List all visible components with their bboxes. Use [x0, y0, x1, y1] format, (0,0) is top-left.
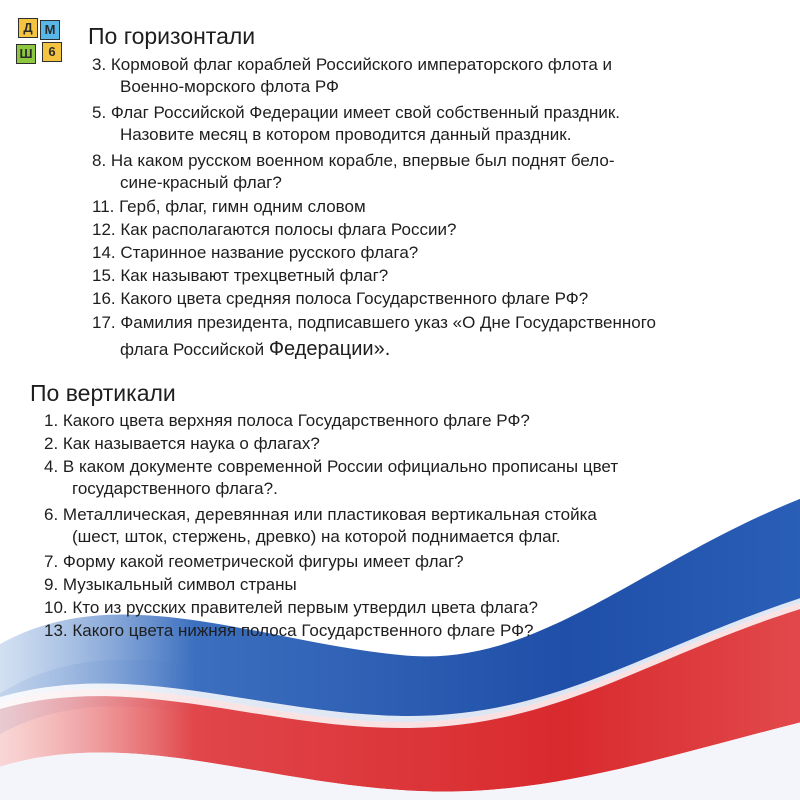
question-text-continued: сине-красный флаг? — [120, 173, 282, 192]
question-text: 14. Старинное название русского флага? — [92, 243, 419, 262]
question-item — [44, 551, 464, 573]
question-text: 4. В каком документе современной России официально прописаны цвет — [44, 457, 619, 476]
section-title-vertical: По вертикали — [30, 380, 176, 406]
question-item — [44, 574, 297, 596]
question-text: 9. Музыкальный символ страны — [44, 575, 297, 594]
question-text-continued: Назовите месяц в котором проводится данный праздник. — [120, 125, 572, 144]
question-item — [92, 312, 656, 361]
question-text: 8. На каком русском военном корабле, впервые был поднят бело- — [92, 151, 615, 170]
question-item — [44, 410, 530, 432]
question-text: 12. Как располагаются полосы флага России? — [92, 220, 457, 239]
question-item — [44, 456, 618, 500]
question-text-continued: государственного флага?. — [72, 479, 278, 498]
question-item — [44, 620, 533, 642]
question-text: 17. Фамилия президента, подписавшего указ «О Дне Государственного — [92, 313, 656, 332]
question-text: 10. Кто из русских правителей первым утвердил цвета флага? — [44, 598, 538, 617]
question-text: 16. Какого цвета средняя полоса Государственного флаге РФ? — [92, 289, 589, 308]
section-title-horizontal: По горизонтали — [88, 23, 256, 49]
question-text: 11. Герб, флаг, гимн одним словом — [92, 197, 366, 216]
question-item — [92, 102, 620, 146]
school-logo — [16, 16, 64, 64]
question-text: 1. Какого цвета верхняя полоса Государственного флаге РФ? — [44, 411, 530, 430]
logo-tile: 6 — [42, 42, 62, 62]
question-item — [92, 242, 418, 264]
question-item — [44, 433, 320, 455]
question-text-part: флага Российской — [120, 340, 269, 359]
question-item — [92, 265, 388, 287]
question-text-continued: (шест, шток, стержень, древко) на которой поднимается флаг. — [72, 527, 561, 546]
question-item — [92, 288, 588, 310]
question-item — [92, 196, 366, 218]
question-item — [92, 54, 612, 98]
question-text: 7. Форму какой геометрической фигуры имеет флаг? — [44, 552, 464, 571]
question-item — [44, 504, 597, 548]
question-item — [92, 150, 615, 194]
question-text-part: Федерации». — [268, 338, 391, 360]
question-text: 13. Какого цвета нижняя полоса Государственного флаге РФ? — [44, 621, 534, 640]
question-text-continued — [92, 338, 656, 361]
logo-tile: Д — [18, 18, 38, 38]
question-text: 3. Кормовой флаг кораблей Российского императорского флота и — [92, 55, 613, 74]
question-text: 15. Как называют трехцветный флаг? — [92, 266, 389, 285]
question-item — [92, 219, 456, 241]
question-text-continued: Военно-морского флота РФ — [120, 77, 339, 96]
question-item — [44, 597, 538, 619]
question-text: 6. Металлическая, деревянная или пластиковая вертикальная стойка — [44, 505, 597, 524]
logo-tile: М — [40, 20, 60, 40]
logo-tile: Ш — [16, 44, 36, 64]
question-text: 5. Флаг Российской Федерации имеет свой собственный праздник. — [92, 103, 620, 122]
question-text: 2. Как называется наука о флагах? — [44, 434, 320, 453]
